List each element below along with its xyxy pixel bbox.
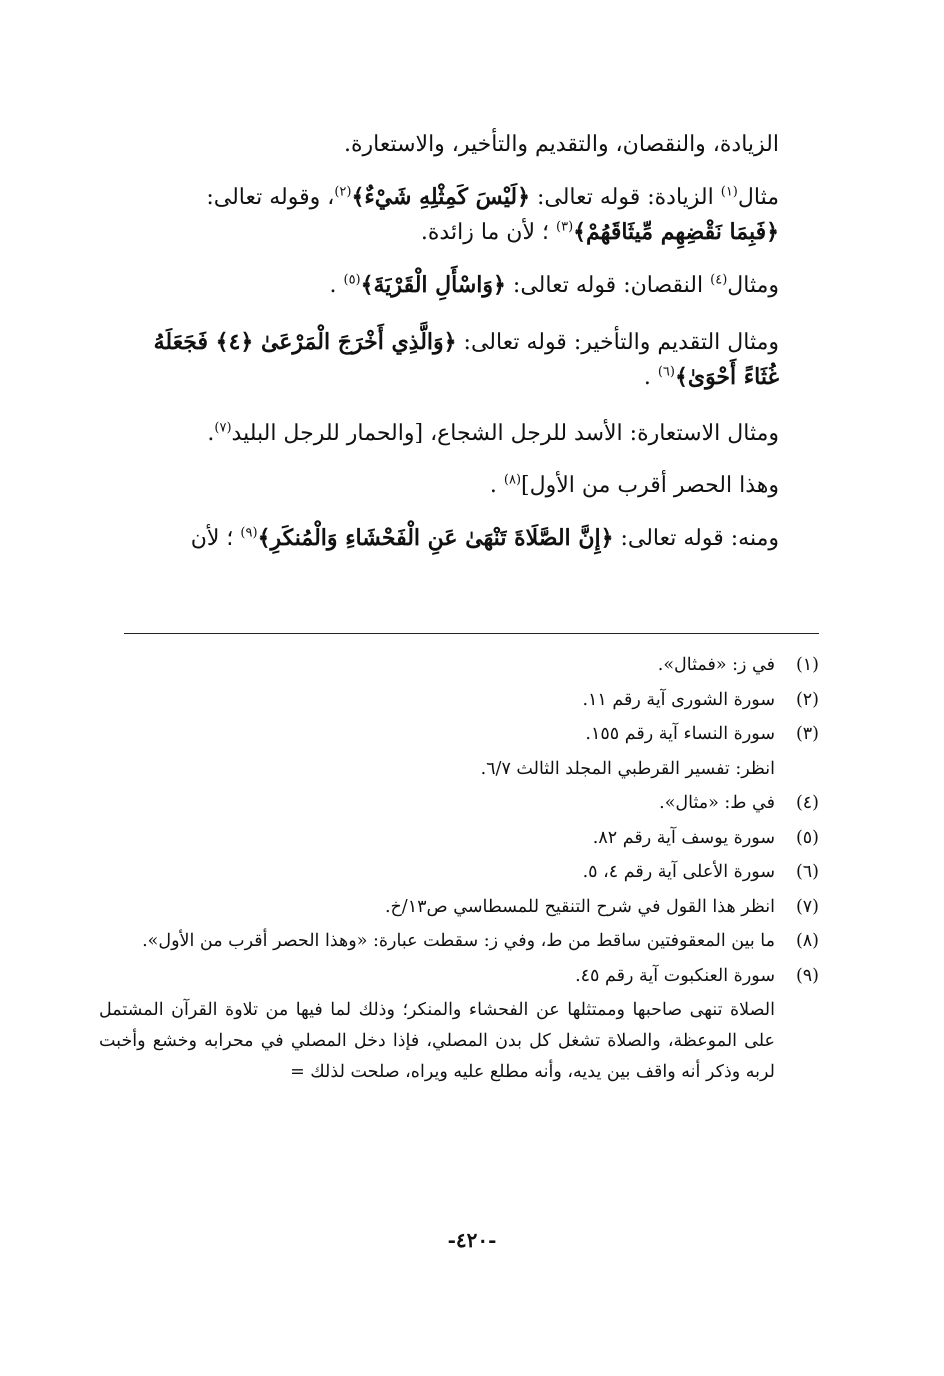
- footnote: [99, 959, 819, 994]
- text-span: ؛ لأن: [190, 526, 234, 551]
- text-span: الزيادة، والنقصان، والتقديم والتأخير، والاستعارة.: [343, 132, 779, 157]
- footnote: [99, 717, 819, 752]
- quran-verse: ﴿فَبِمَا نَقْضِهِم مِّيثَاقَهُمْ﴾: [573, 219, 779, 245]
- text-span: .: [489, 473, 497, 498]
- text-span: مثال: [737, 185, 779, 210]
- quran-verse: ﴿لَيْسَ كَمِثْلِهِ شَيْءٌ﴾: [351, 184, 530, 210]
- page-number: -٤٢٠-: [447, 1228, 497, 1252]
- text-span: ومثال: [727, 273, 779, 298]
- text-line: [109, 360, 779, 395]
- footnote-reference: انظر: تفسير القرطبي المجلد الثالث ٦/٧.: [480, 758, 775, 779]
- text-span: وهذا الحصر أقرب من الأول]: [521, 473, 779, 498]
- quran-verse: ﴿وَالَّذِي أَخْرَجَ الْمَرْعَىٰ ﴿٤﴾ فَجَعَلَهُ: [153, 329, 457, 355]
- footnote-text: في ط: «مثال».: [659, 793, 775, 813]
- text-line: [109, 521, 779, 556]
- text-line: [109, 469, 779, 503]
- footnote-marker[interactable]: (٩): [240, 525, 258, 541]
- text-span: النقصان: قوله تعالى:: [505, 273, 711, 298]
- footnote-divider: [124, 633, 819, 634]
- footnote-text: انظر هذا القول في شرح التنقيح للمسطاسي ص١٣/خ.: [384, 896, 775, 917]
- footnote-text: سورة الأعلى آية رقم ٤، ٥.: [582, 862, 775, 882]
- footnote: [99, 855, 819, 890]
- text-span: الزيادة: قوله تعالى:: [529, 185, 721, 210]
- footnote-text: سورة العنكبوت آية رقم ٤٥.: [575, 965, 775, 986]
- main-text: [109, 128, 779, 556]
- footnote: [99, 786, 819, 821]
- text-line: [109, 268, 779, 303]
- footnote: [99, 821, 819, 856]
- footnote-marker[interactable]: (٦): [657, 364, 675, 380]
- footnote-number: (٦): [795, 862, 819, 882]
- quran-verse: ﴿وَاسْأَلِ الْقَرْيَةَ﴾: [360, 272, 506, 298]
- footnote-commentary: الصلاة تنهى صاحبها وممتثلها عن الفحشاء والمنكر؛ وذلك لما فيها من تلاوة القرآن المشتمل على الموعظة، والصلاة تشغل كل بدن المصلي، فإذا دخل المصلي في محرابه وخشع وأخبت لربه وذكر أنه واقف بين يديه، وأنه مطلع عليه ويراه، صلحت لذلك =: [99, 1000, 775, 1082]
- footnote-number: (١): [795, 655, 819, 675]
- footnote-number: (٧): [795, 896, 819, 917]
- text-span: ؛ لأن ما زائدة.: [420, 220, 549, 245]
- text-span: ومنه: قوله تعالى:: [613, 526, 779, 551]
- footnote-text: في ز: «فمثال».: [657, 655, 775, 675]
- text-span: .: [643, 365, 651, 390]
- footnote-marker[interactable]: (٢): [334, 184, 352, 200]
- text-line: [109, 417, 779, 451]
- footnote-marker[interactable]: (١): [720, 184, 738, 200]
- text-span: .: [329, 273, 337, 298]
- text-span: ومثال التقديم والتأخير: قوله تعالى:: [456, 330, 779, 355]
- footnote-number: (٣): [795, 724, 819, 744]
- footnotes: [99, 648, 819, 1088]
- footnote: [99, 924, 819, 959]
- footnote-number: (٤): [795, 793, 819, 813]
- quran-verse: ﴿إِنَّ الصَّلَاةَ تَنْهَىٰ عَنِ الْفَحْشَاءِ وَالْمُنكَرِ﴾: [257, 525, 614, 551]
- text-span: .: [207, 421, 215, 446]
- text-line: [109, 180, 779, 215]
- quran-verse: غُثَاءً أَحْوَىٰ﴾: [674, 364, 779, 390]
- footnote-marker[interactable]: (٧): [214, 420, 232, 436]
- footnote-marker[interactable]: (٤): [710, 272, 728, 288]
- footnote-marker[interactable]: (٣): [556, 219, 574, 235]
- footnote: [99, 648, 819, 683]
- footnote-text: سورة الشورى آية رقم ١١.: [582, 689, 775, 710]
- footnote-number: (٥): [795, 827, 819, 848]
- footnote-text: ما بين المعقوفتين ساقط من ط، وفي ز: سقطت عبارة: «وهذا الحصر أقرب من الأول».: [142, 931, 775, 951]
- footnote-text: سورة النساء آية رقم ١٥٥.: [585, 724, 775, 744]
- footnote-text: سورة يوسف آية رقم ٨٢.: [592, 827, 775, 848]
- text-line: [109, 215, 779, 250]
- text-line: [109, 325, 779, 360]
- footnote-number: (٨): [795, 931, 819, 951]
- footnote: [99, 683, 819, 718]
- text-span: ومثال الاستعارة: الأسد للرجل الشجاع، [والحمار للرجل البليد: [231, 421, 779, 446]
- footnote-marker[interactable]: (٨): [503, 472, 522, 488]
- footnote-marker[interactable]: (٥): [343, 272, 361, 288]
- footnote-number: (٢): [795, 689, 819, 710]
- text-span: ، وقوله تعالى:: [206, 185, 335, 210]
- footnote-number: (٩): [795, 965, 819, 986]
- footnote: [99, 890, 819, 925]
- text-line: [109, 128, 779, 162]
